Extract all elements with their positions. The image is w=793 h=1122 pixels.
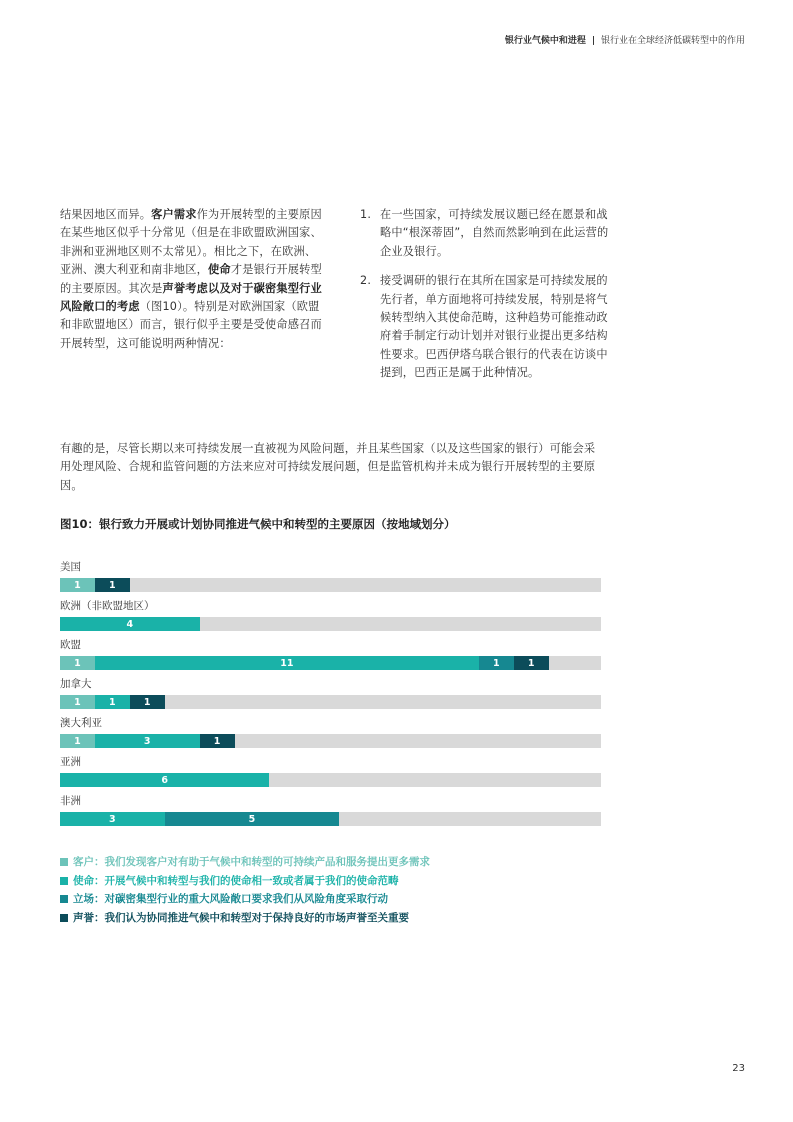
list-item: [360, 272, 612, 382]
bar-segment: [165, 812, 340, 826]
category-label: 亚洲: [60, 756, 81, 768]
list-number: 2.: [360, 274, 372, 288]
chart-row: [60, 638, 601, 677]
legend-label: 立场：对碳密集型行业的重大风险敞口要求我们从风险角度采取行动: [73, 893, 388, 905]
legend-item: [60, 909, 430, 928]
header-subtitle: 银行业在全球经济低碳转型中的作用: [600, 36, 745, 46]
bar-segment: [60, 695, 95, 709]
data-label: 1: [527, 657, 535, 669]
chart-row: [60, 677, 601, 716]
chart-legend: [60, 853, 430, 927]
legend-label: 使命：开展气候中和转型与我们的使命相一致或者属于我们的使命范畴: [73, 874, 399, 887]
list-number: 1.: [360, 208, 372, 221]
bar-segment: [95, 695, 130, 709]
bar-track: [60, 578, 601, 592]
bar-segment: [60, 773, 269, 787]
data-label: 3: [143, 735, 151, 747]
data-label: 1: [109, 579, 116, 591]
bar-segment: [479, 656, 514, 670]
bar-segment: [514, 656, 549, 670]
left-text-2: 作为开展转型的主要原因在某些地区似乎十分常见（但是在非欧盟欧洲国家、非洲和亚洲地区则不太常见）。相比之下，在欧洲、亚洲、澳大利亚和南非地区，: [60, 208, 322, 277]
category-label: 澳大利亚: [60, 717, 102, 729]
bar-segment: [95, 578, 130, 592]
bar-segment: [60, 656, 95, 670]
numbered-list: [360, 206, 612, 394]
bar-segment: [60, 578, 95, 592]
category-label: 非洲: [60, 795, 81, 807]
data-label: 1: [74, 657, 81, 669]
category-label: 加拿大: [60, 678, 92, 690]
data-label: 3: [109, 813, 116, 825]
chart-row: [60, 755, 601, 794]
list-item: [360, 206, 612, 261]
left-text-4: （图10）。特别是对欧洲国家（欧盟和非欧盟地区）而言，银行似乎主要是受使命感召而开展转型，这可能说明两种情况：: [60, 300, 322, 350]
legend-label: 客户：我们发现客户对有助于气候中和转型的可持续产品和服务提出更多需求: [73, 856, 430, 868]
bar-track: [60, 656, 601, 670]
data-label: 6: [161, 774, 169, 786]
chart-row: [60, 716, 601, 755]
category-label: 欧盟: [60, 639, 81, 651]
data-label: 11: [280, 657, 294, 669]
category-label: 欧洲（非欧盟地区）: [60, 600, 155, 612]
full-width-paragraph: 有趣的是，尽管长期以来可持续发展一直被视为风险问题，并且某些国家（以及这些国家的银行）可能会采用处理风险、合规和监管问题的方法来应对可持续发展问题，但是监管机构并未成为银行开展转型的主要原因。: [60, 442, 596, 492]
bar-track: [60, 773, 601, 787]
data-label: 1: [213, 735, 221, 747]
left-bold-1: 客户需求: [151, 208, 197, 221]
chart-row: [60, 794, 601, 833]
legend-label: 声誉：我们认为协同推进气候中和转型对于保持良好的市场声誉至关重要: [73, 911, 409, 924]
list-text: 接受调研的银行在其所在国家是可持续发展的先行者，单方面地将可持续发展，特别是将气候转型纳入其使命范畴，这种趋势可能推动政府着手制定行动计划并对银行业提出更多结构性要求。巴西伊塔乌联合银行的代表在访谈中提到，巴西正是属于此种情况。: [380, 274, 608, 380]
stacked-bar-chart: [60, 560, 601, 833]
bar-track: [60, 617, 601, 631]
bar-segment: [95, 656, 479, 670]
page-number: 23: [732, 1063, 745, 1074]
legend-item: [60, 853, 430, 872]
bar-segment: [60, 812, 165, 826]
legend-swatch: [60, 858, 68, 866]
left-bold-3: 声誉考虑以及对于碳密集型行业风险敞口的考虑: [60, 281, 322, 314]
legend-item: [60, 890, 430, 909]
left-text-1: 结果因地区而异。: [60, 208, 152, 221]
category-label: 美国: [60, 561, 81, 573]
data-label: 1: [492, 657, 500, 669]
left-bold-2: 使命: [208, 263, 231, 277]
legend-swatch: [60, 877, 68, 885]
data-label: 1: [74, 579, 81, 591]
left-text-3: 才是银行开展转型的主要原因。其次是: [60, 263, 322, 295]
bar-segment: [130, 695, 165, 709]
data-label: 1: [74, 696, 81, 708]
header-separator: |: [591, 36, 596, 46]
bar-segment: [60, 734, 95, 748]
data-label: 5: [248, 813, 256, 825]
data-label: 1: [74, 735, 81, 747]
bar-track: [60, 812, 601, 826]
data-label: 1: [109, 696, 116, 708]
bar-segment: [60, 617, 200, 631]
data-label: 4: [126, 618, 134, 630]
running-header: [505, 33, 745, 46]
chart-row: [60, 599, 601, 638]
list-text: 在一些国家，可持续发展议题已经在愿景和战略中“根深蒂固”，自然而然影响到在此运营的企业及银行。: [380, 208, 609, 258]
figure-title: 图10：银行致力开展或计划协同推进气候中和转型的主要原因（按地域划分）: [60, 517, 456, 531]
chart-row: [60, 560, 601, 599]
bar-segment: [200, 734, 235, 748]
data-label: 1: [143, 696, 151, 708]
bar-track: [60, 734, 601, 748]
left-column-paragraph: [60, 206, 322, 353]
legend-item: [60, 872, 430, 891]
bar-segment: [95, 734, 200, 748]
legend-swatch: [60, 914, 68, 922]
legend-swatch: [60, 895, 68, 903]
bar-track: [60, 695, 601, 709]
header-title: 银行业气候中和进程: [504, 36, 586, 46]
